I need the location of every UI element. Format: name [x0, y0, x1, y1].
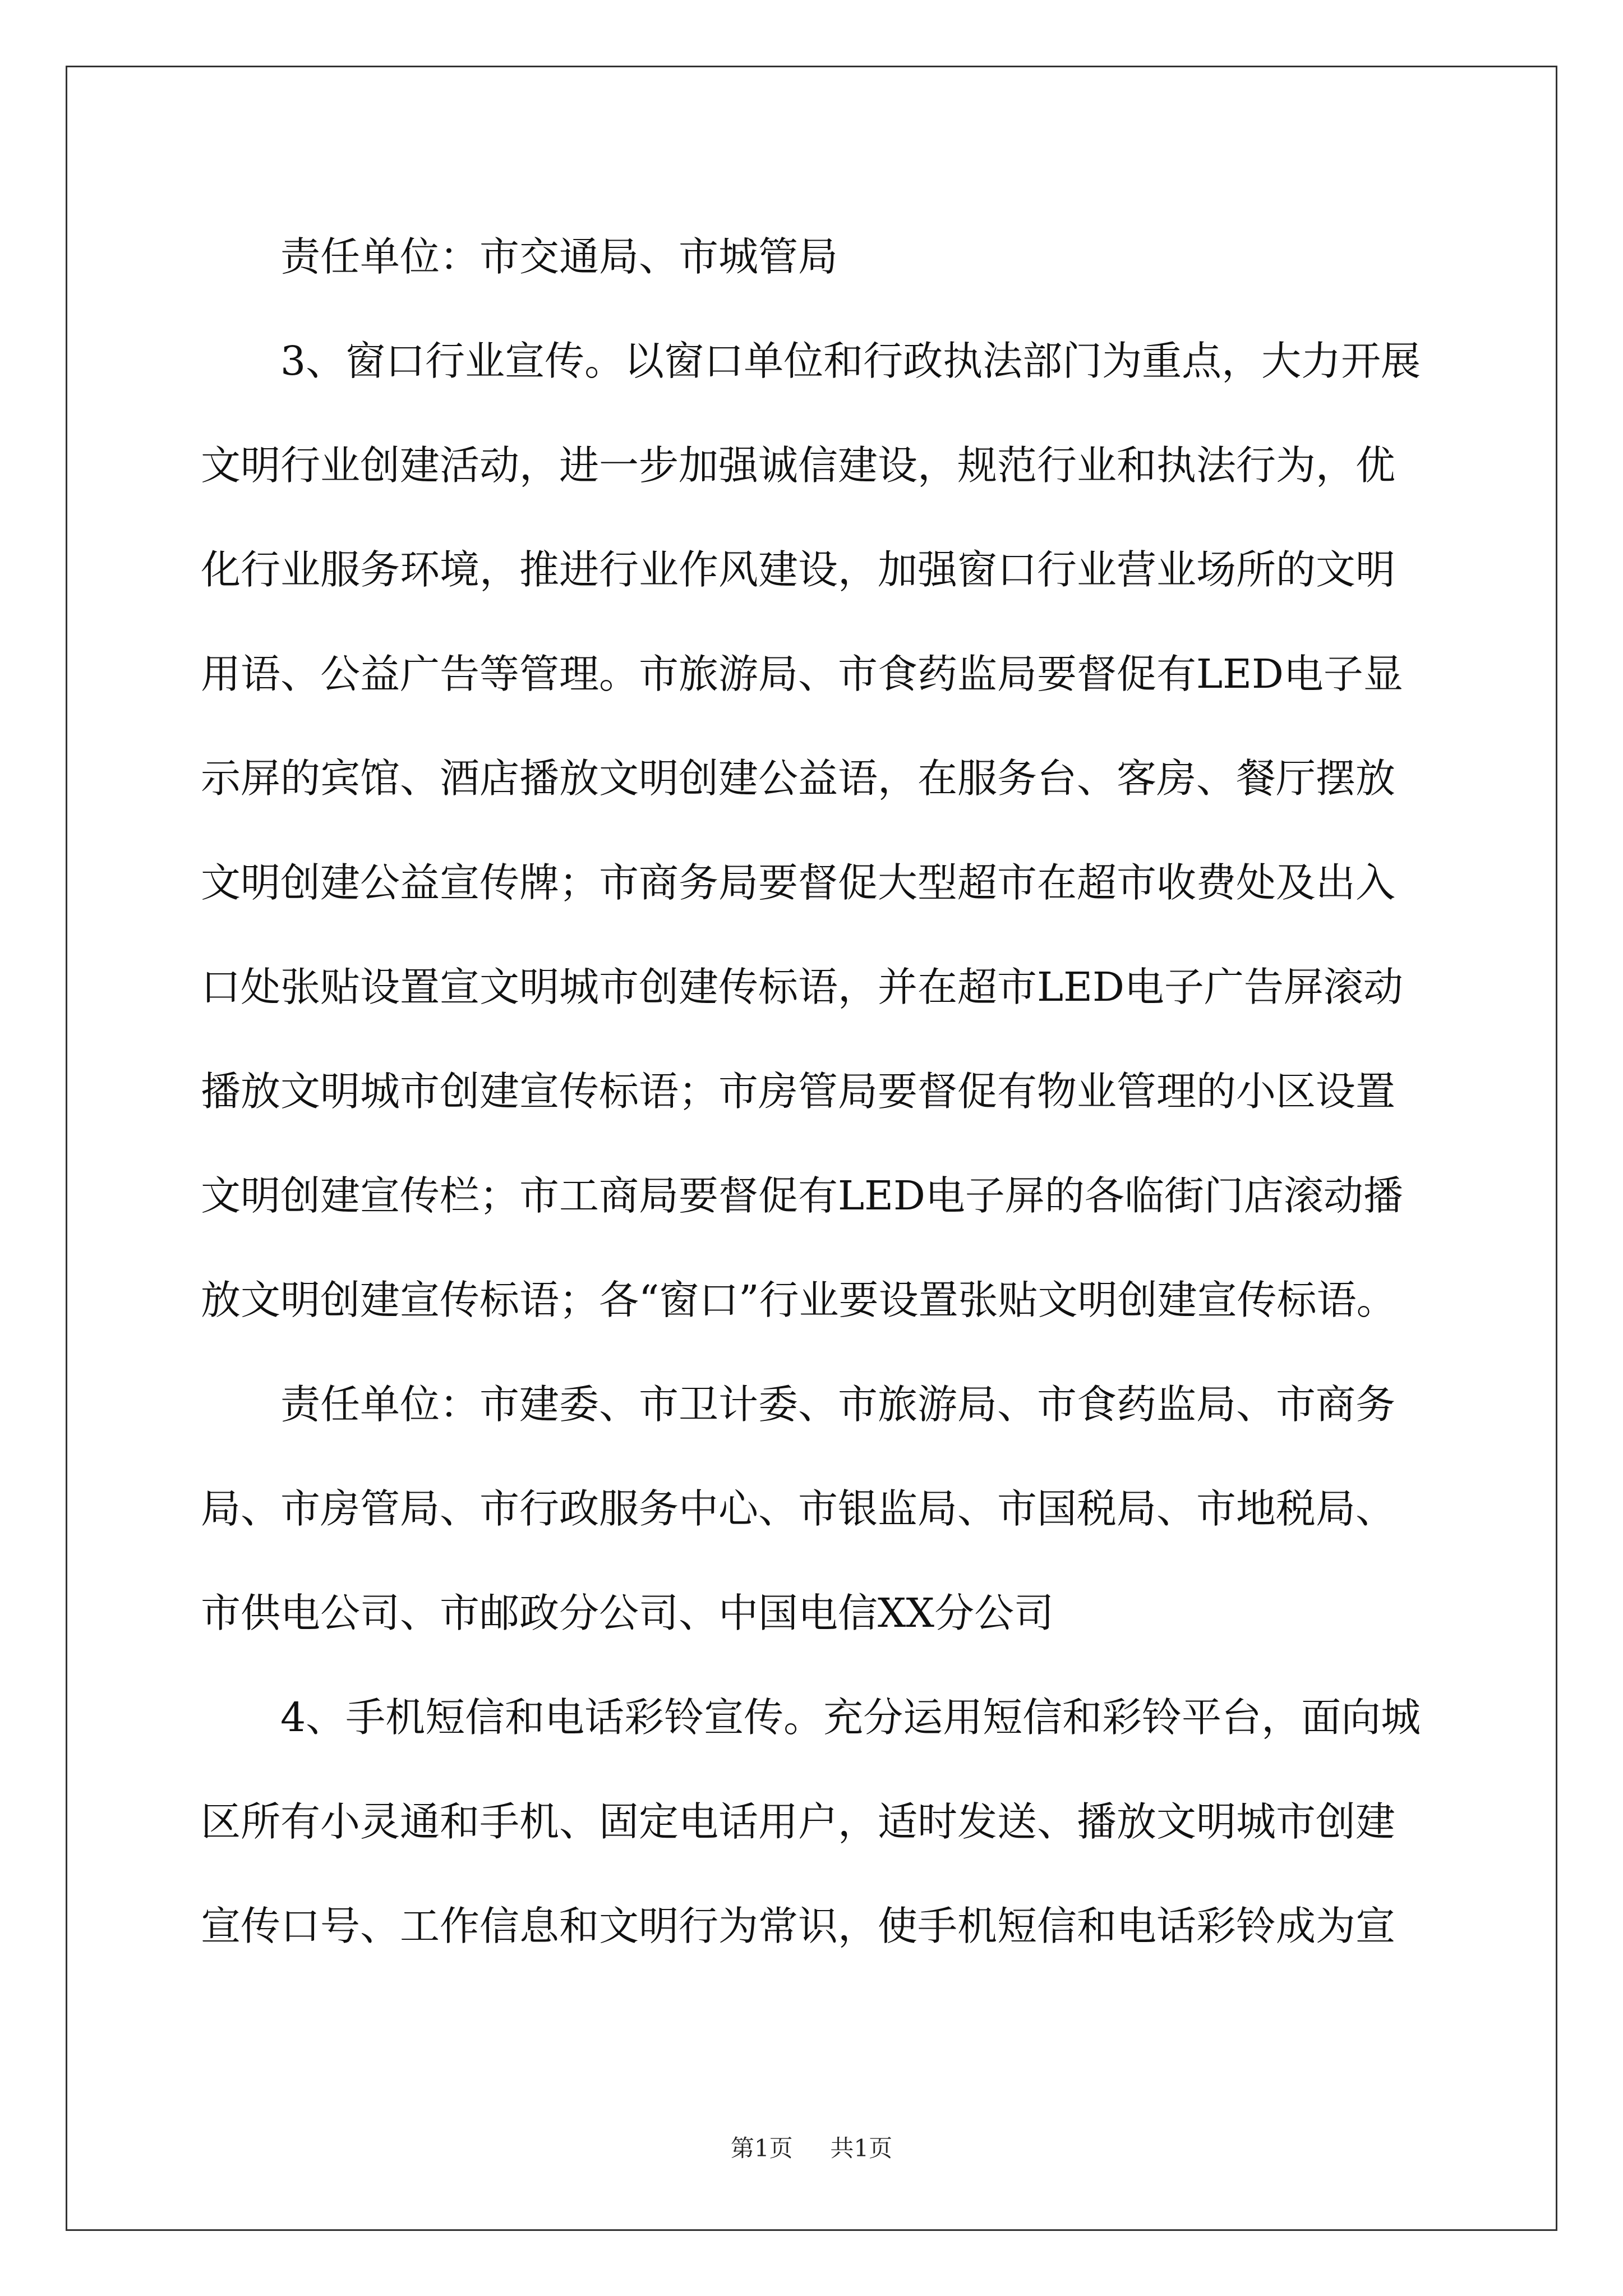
paragraph-line: 责任单位：市建委、市卫计委、市旅游局、市食药监局、市商务 [280, 1381, 1396, 1428]
paragraph-line: 文明行业创建活动，进一步加强诚信建设，规范行业和执法行为，优 [201, 442, 1396, 489]
paragraph-line: 放文明创建宣传标语；各“窗口”行业要设置张贴文明创建宣传标语。 [201, 1277, 1396, 1323]
paragraph-line: 局、市房管局、市行政服务中心、市银监局、市国税局、市地税局、 [201, 1485, 1396, 1532]
paragraph-line: 3、窗口行业宣传。以窗口单位和行政执法部门为重点，大力开展 [280, 338, 1421, 384]
page-footer [0, 2132, 1623, 2165]
page-number-total: 共1页 [830, 2134, 893, 2162]
paragraph-line: 宣传口号、工作信息和文明行为常识，使手机短信和电话彩铃成为宣 [201, 1903, 1396, 1949]
paragraph-line: 示屏的宾馆、酒店播放文明创建公益语，在服务台、客房、餐厅摆放 [201, 755, 1396, 802]
paragraph-line: 文明创建公益宣传牌；市商务局要督促大型超市在超市收费处及出入 [201, 859, 1396, 906]
paragraph-line: 用语、公益广告等管理。市旅游局、市食药监局要督促有LED电子显 [201, 651, 1403, 697]
paragraph-line: 播放文明城市创建宣传标语；市房管局要督促有物业管理的小区设置 [201, 1068, 1396, 1115]
paragraph-line: 化行业服务环境，推进行业作风建设，加强窗口行业营业场所的文明 [201, 546, 1396, 593]
paragraph-line: 文明创建宣传栏；市工商局要督促有LED电子屏的各临街门店滚动播 [201, 1172, 1403, 1219]
paragraph-line: 4、手机短信和电话彩铃宣传。充分运用短信和彩铃平台，面向城 [280, 1694, 1421, 1741]
page-number-current: 第1页 [730, 2134, 793, 2162]
paragraph-line: 口处张贴设置宣文明城市创建传标语，并在超市LED电子广告屏滚动 [201, 964, 1403, 1010]
paragraph-line: 责任单位：市交通局、市城管局 [280, 233, 838, 280]
document-body [201, 205, 1423, 1978]
paragraph-line: 区所有小灵通和手机、固定电话用户，适时发送、播放文明城市创建 [201, 1798, 1396, 1845]
paragraph-line: 市供电公司、市邮政分公司、中国电信XX分公司 [201, 1590, 1054, 1636]
